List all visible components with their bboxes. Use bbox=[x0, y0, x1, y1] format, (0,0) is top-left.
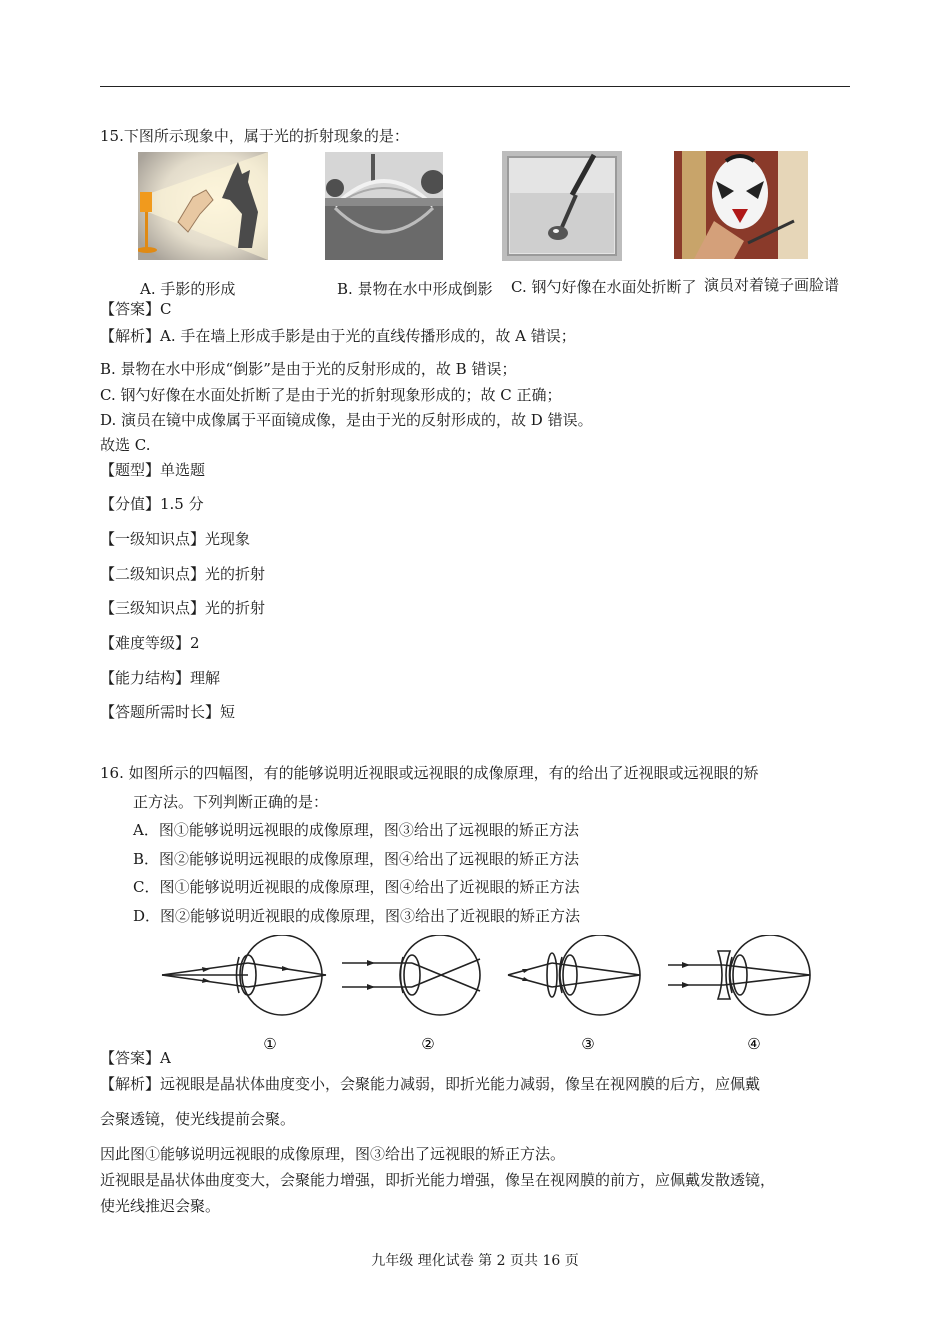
q16-analysis-line: 使光线推迟会聚。 bbox=[100, 1197, 221, 1215]
q15-meta-type: 【题型】单选题 bbox=[100, 461, 206, 479]
q15-option-d: 演员对着镜子画脸谱 bbox=[704, 276, 840, 294]
eye-diagram-figure bbox=[150, 935, 830, 1055]
photo-hand-shadow bbox=[138, 152, 268, 260]
q15-meta-ability: 【能力结构】理解 bbox=[100, 669, 221, 687]
q15-option-a: A. 手影的形成 bbox=[140, 280, 236, 298]
q15-meta-knowledge-3: 【三级知识点】光的折射 bbox=[100, 599, 266, 617]
q16-stem-cont: 正方法。下列判断正确的是： bbox=[133, 793, 329, 811]
q15-analysis-line: C. 钢勺好像在水面处折断了是由于光的折射现象形成的；故 C 正确； bbox=[100, 386, 562, 404]
q15-meta-score: 【分值】1.5 分 bbox=[100, 495, 204, 513]
q15-analysis-line: 【解析】A. 手在墙上形成手影是由于光的直线传播形成的，故 A 错误； bbox=[100, 327, 576, 345]
photo-opera-mask bbox=[674, 151, 808, 259]
q15-analysis-line: 故选 C. bbox=[100, 436, 151, 454]
photo-bridge-reflection bbox=[325, 152, 443, 260]
eye-diagram-label: ① bbox=[263, 1035, 277, 1053]
q15-meta-difficulty: 【难度等级】2 bbox=[100, 634, 200, 652]
page-footer: 九年级 理化试卷 第 2 页共 16 页 bbox=[371, 1253, 579, 1269]
eye-diagram-label: ③ bbox=[581, 1035, 595, 1053]
q16-answer: 【答案】A bbox=[100, 1049, 171, 1067]
eye-diagram-2 bbox=[342, 935, 480, 1015]
q16-option-d: D．图②能够说明近视眼的成像原理，图③给出了近视眼的矫正方法 bbox=[133, 907, 581, 925]
q16-option-c: C．图①能够说明近视眼的成像原理，图④给出了近视眼的矫正方法 bbox=[133, 878, 580, 896]
q15-meta-knowledge-1: 【一级知识点】光现象 bbox=[100, 530, 251, 548]
eye-diagram-1 bbox=[162, 935, 326, 1015]
eye-diagram-3 bbox=[508, 935, 640, 1015]
q15-meta-knowledge-2: 【二级知识点】光的折射 bbox=[100, 565, 266, 583]
q15-option-c: C. 钢勺好像在水面处折断了 bbox=[511, 278, 697, 296]
header-rule bbox=[100, 86, 850, 87]
q16-option-b: B．图②能够说明远视眼的成像原理，图④给出了远视眼的矫正方法 bbox=[133, 850, 580, 868]
eye-diagram-4 bbox=[668, 935, 810, 1015]
eye-diagram-label: ② bbox=[421, 1035, 435, 1053]
q15-answer: 【答案】C bbox=[100, 300, 172, 318]
q16-option-a: A．图①能够说明远视眼的成像原理，图③给出了远视眼的矫正方法 bbox=[133, 821, 579, 839]
q15-meta-duration: 【答题所需时长】短 bbox=[100, 703, 236, 721]
q15-option-b: B. 景物在水中形成倒影 bbox=[337, 280, 493, 298]
eye-diagram-label: ④ bbox=[747, 1035, 761, 1053]
q16-analysis-line: 【解析】远视眼是晶状体曲度变小，会聚能力减弱，即折光能力减弱，像呈在视网膜的后方，应佩戴 bbox=[100, 1075, 761, 1093]
q16-analysis-line: 会聚透镜，使光线提前会聚。 bbox=[100, 1110, 296, 1128]
q15-analysis-line: B. 景物在水中形成“倒影”是由于光的反射形成的，故 B 错误； bbox=[100, 360, 517, 378]
q16-analysis-line: 因此图①能够说明远视眼的成像原理，图③给出了远视眼的矫正方法。 bbox=[100, 1145, 566, 1163]
q16-stem: 16. 如图所示的四幅图，有的能够说明近视眼或远视眼的成像原理，有的给出了近视眼或远视眼的矫 bbox=[100, 764, 759, 782]
q16-analysis-line: 近视眼是晶状体曲度变大，会聚能力增强，即折光能力增强，像呈在视网膜的前方，应佩戴发散透镜， bbox=[100, 1171, 776, 1189]
q15-analysis-line: D. 演员在镜中成像属于平面镜成像，是由于光的反射形成的，故 D 错误。 bbox=[100, 411, 593, 429]
q15-stem: 15.下图所示现象中，属于光的折射现象的是： bbox=[100, 127, 409, 145]
photo-spoon-in-water bbox=[502, 151, 622, 261]
